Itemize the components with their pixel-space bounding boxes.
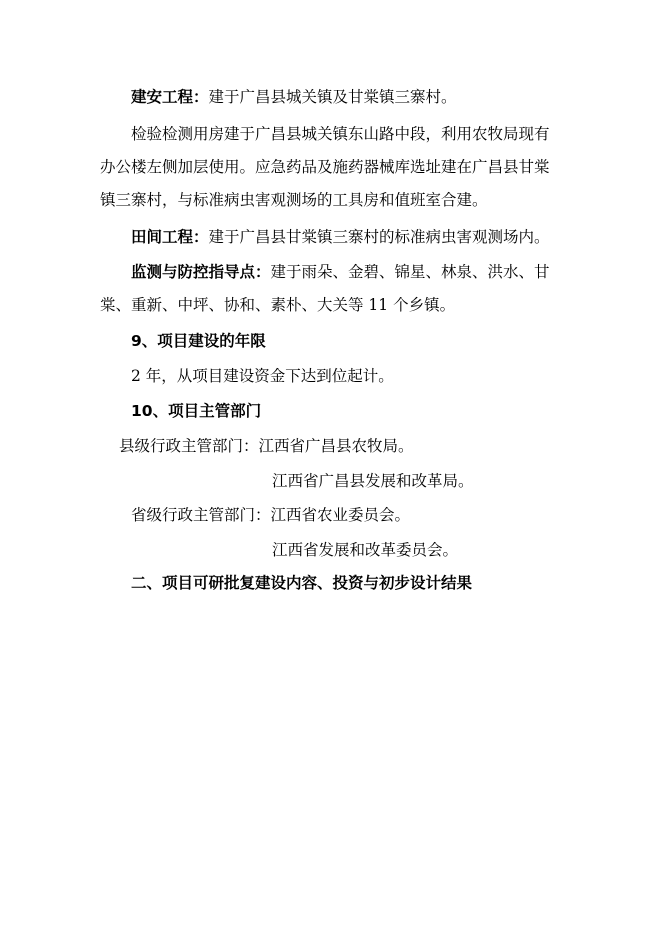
field-label: 田间工程： xyxy=(131,227,209,246)
inspection-line-1: 检验检测用房建于广昌县城关镇东山路中段，利用农牧局现有 xyxy=(131,125,550,143)
section-9-text: 2 年，从项目建设资金下达到位起计。 xyxy=(131,367,394,385)
part-2-heading: 二、项目可研批复建设内容、投资与初步设计结果 xyxy=(131,574,473,592)
monitoring-line-1 xyxy=(131,262,550,282)
jian-an-text: 建于广昌县城关镇及甘棠镇三寨村。 xyxy=(208,88,457,106)
monitoring-line-2: 棠、重新、中坪、协和、素朴、大关等 11 个乡镇。 xyxy=(100,296,456,314)
county-authority-line xyxy=(119,436,414,456)
inspection-line-3: 镇三寨村，与标准病虫害观测场的工具房和值班室合建。 xyxy=(100,191,488,209)
province-authority-label: 省级行政主管部门： xyxy=(131,506,271,524)
county-authority-2: 江西省广昌县发展和改革局。 xyxy=(272,472,474,490)
field-text: 建于广昌县甘棠镇三寨村的标准病虫害观测场内。 xyxy=(208,228,550,246)
section-9-heading: 9、项目建设的年限 xyxy=(131,332,266,350)
monitoring-label: 监测与防控指导点： xyxy=(131,262,271,281)
county-authority-1: 江西省广昌县农牧局。 xyxy=(258,437,414,455)
province-authority-1: 江西省农业委员会。 xyxy=(270,506,411,524)
province-authority-line xyxy=(131,505,410,525)
jian-an-paragraph xyxy=(131,87,457,107)
province-authority-2: 江西省发展和改革委员会。 xyxy=(272,541,459,559)
monitoring-text: 建于雨朵、金碧、锦星、林泉、洪水、甘 xyxy=(270,263,550,281)
field-paragraph xyxy=(131,227,550,247)
county-authority-label: 县级行政主管部门： xyxy=(119,437,259,455)
section-10-heading: 10、项目主管部门 xyxy=(131,402,262,420)
jian-an-label: 建安工程： xyxy=(131,87,209,106)
inspection-line-2: 办公楼左侧加层使用。应急药品及施药器械库选址建在广昌县甘棠 xyxy=(100,158,550,176)
